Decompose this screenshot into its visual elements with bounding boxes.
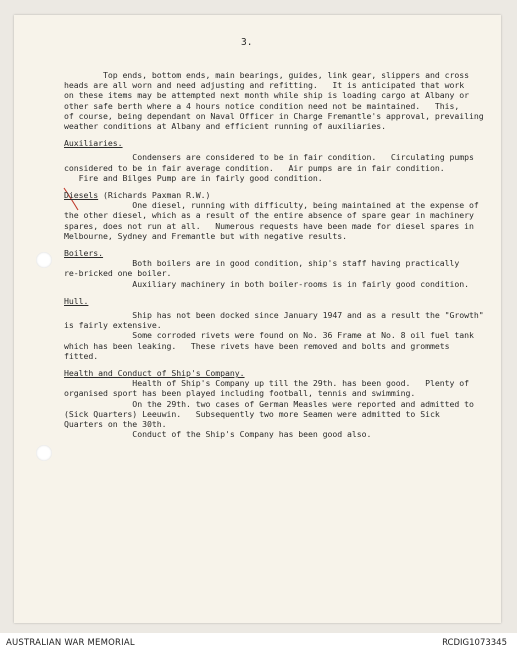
- text-line: which has been leaking. These rivets have been removed and bolts and grommets: [64, 340, 450, 351]
- hull-section: [64, 296, 504, 361]
- text-line: re-bricked one boiler.: [64, 268, 172, 279]
- section-heading-auxiliaries: Auxiliaries.: [64, 138, 123, 149]
- section-heading-boilers: Boilers.: [64, 248, 104, 259]
- archive-footer: [0, 633, 517, 653]
- text-line: Health of Ship's Company up till the 29th. has been good. Plenty of: [64, 378, 469, 389]
- diesels-section: [64, 190, 504, 241]
- intro-paragraph: [64, 70, 504, 131]
- boilers-section: [64, 248, 504, 289]
- text-line: on these items may be attempted next month while ship is loading cargo at Albany or: [64, 90, 469, 101]
- footer-record-id: RCDIG1073345: [442, 638, 507, 648]
- text-line: fitted.: [64, 350, 99, 361]
- text-line: considered to be in fair average condition. Air pumps are in fair condition.: [64, 162, 445, 173]
- diesels-heading-detail: (Richards Paxman R.W.): [98, 190, 211, 201]
- text-line: Some corroded rivets were found on No. 36 Frame at No. 8 oil fuel tank: [64, 330, 474, 341]
- text-line: is fairly extensive.: [64, 320, 162, 331]
- document-body: [64, 70, 504, 440]
- text-line: of course, being dependant on Naval Officer in Charge Fremantle's approval, prevailing: [64, 110, 484, 121]
- text-line: Both boilers are in good condition, ship's staff having practically: [64, 258, 460, 269]
- punch-hole-upper: [36, 252, 52, 268]
- page-number: 3.: [241, 37, 253, 48]
- section-heading-diesels: [64, 190, 504, 200]
- text-line: Quarters on the 30th.: [64, 419, 167, 430]
- text-line: Ship has not been docked since January 1947 and as a result the "Growth": [64, 310, 484, 321]
- text-line: One diesel, running with difficulty, being maintained at the expense of: [64, 200, 479, 211]
- text-line: weather conditions at Albany and efficient running of auxiliaries.: [64, 121, 387, 132]
- text-line: Conduct of the Ship's Company has been good also.: [64, 429, 372, 440]
- text-line: On the 29th. two cases of German Measles were reported and admitted to: [64, 398, 474, 409]
- text-line: organised sport has been played including football, tennis and swimming.: [64, 388, 416, 399]
- auxiliaries-section: [64, 138, 504, 183]
- health-section: [64, 368, 504, 439]
- text-line: heads are all worn and need adjusting and refitting. It is anticipated that work: [64, 80, 465, 91]
- section-heading-health: Health and Conduct of Ship's Company.: [64, 368, 245, 379]
- section-heading-hull: Hull.: [64, 295, 89, 306]
- text-line: Condensers are considered to be in fair condition. Circulating pumps: [64, 152, 474, 163]
- text-line: Auxiliary machinery in both boiler-rooms is in fairly good condition.: [64, 278, 469, 289]
- punch-hole-lower: [36, 445, 52, 461]
- text-line: the other diesel, which as a result of the entire absence of spare gear in machinery: [64, 210, 474, 221]
- text-line: other safe berth where a 4 hours notice condition need not be maintained. This,: [64, 100, 460, 111]
- text-line: (Sick Quarters) Leeuwin. Subsequently two more Seamen were admitted to Sick: [64, 408, 440, 419]
- text-line: spares, does not run at all. Numerous requests have been made for diesel spares in: [64, 220, 474, 231]
- footer-institution: AUSTRALIAN WAR MEMORIAL: [6, 638, 135, 648]
- text-line: Fire and Bilges Pump are in fairly good condition.: [64, 172, 323, 183]
- text-line: Top ends, bottom ends, main bearings, guides, link gear, slippers and cross: [64, 70, 469, 80]
- diesels-heading-label: Diesels: [64, 190, 99, 201]
- text-line: Melbourne, Sydney and Fremantle but with negative results.: [64, 230, 347, 241]
